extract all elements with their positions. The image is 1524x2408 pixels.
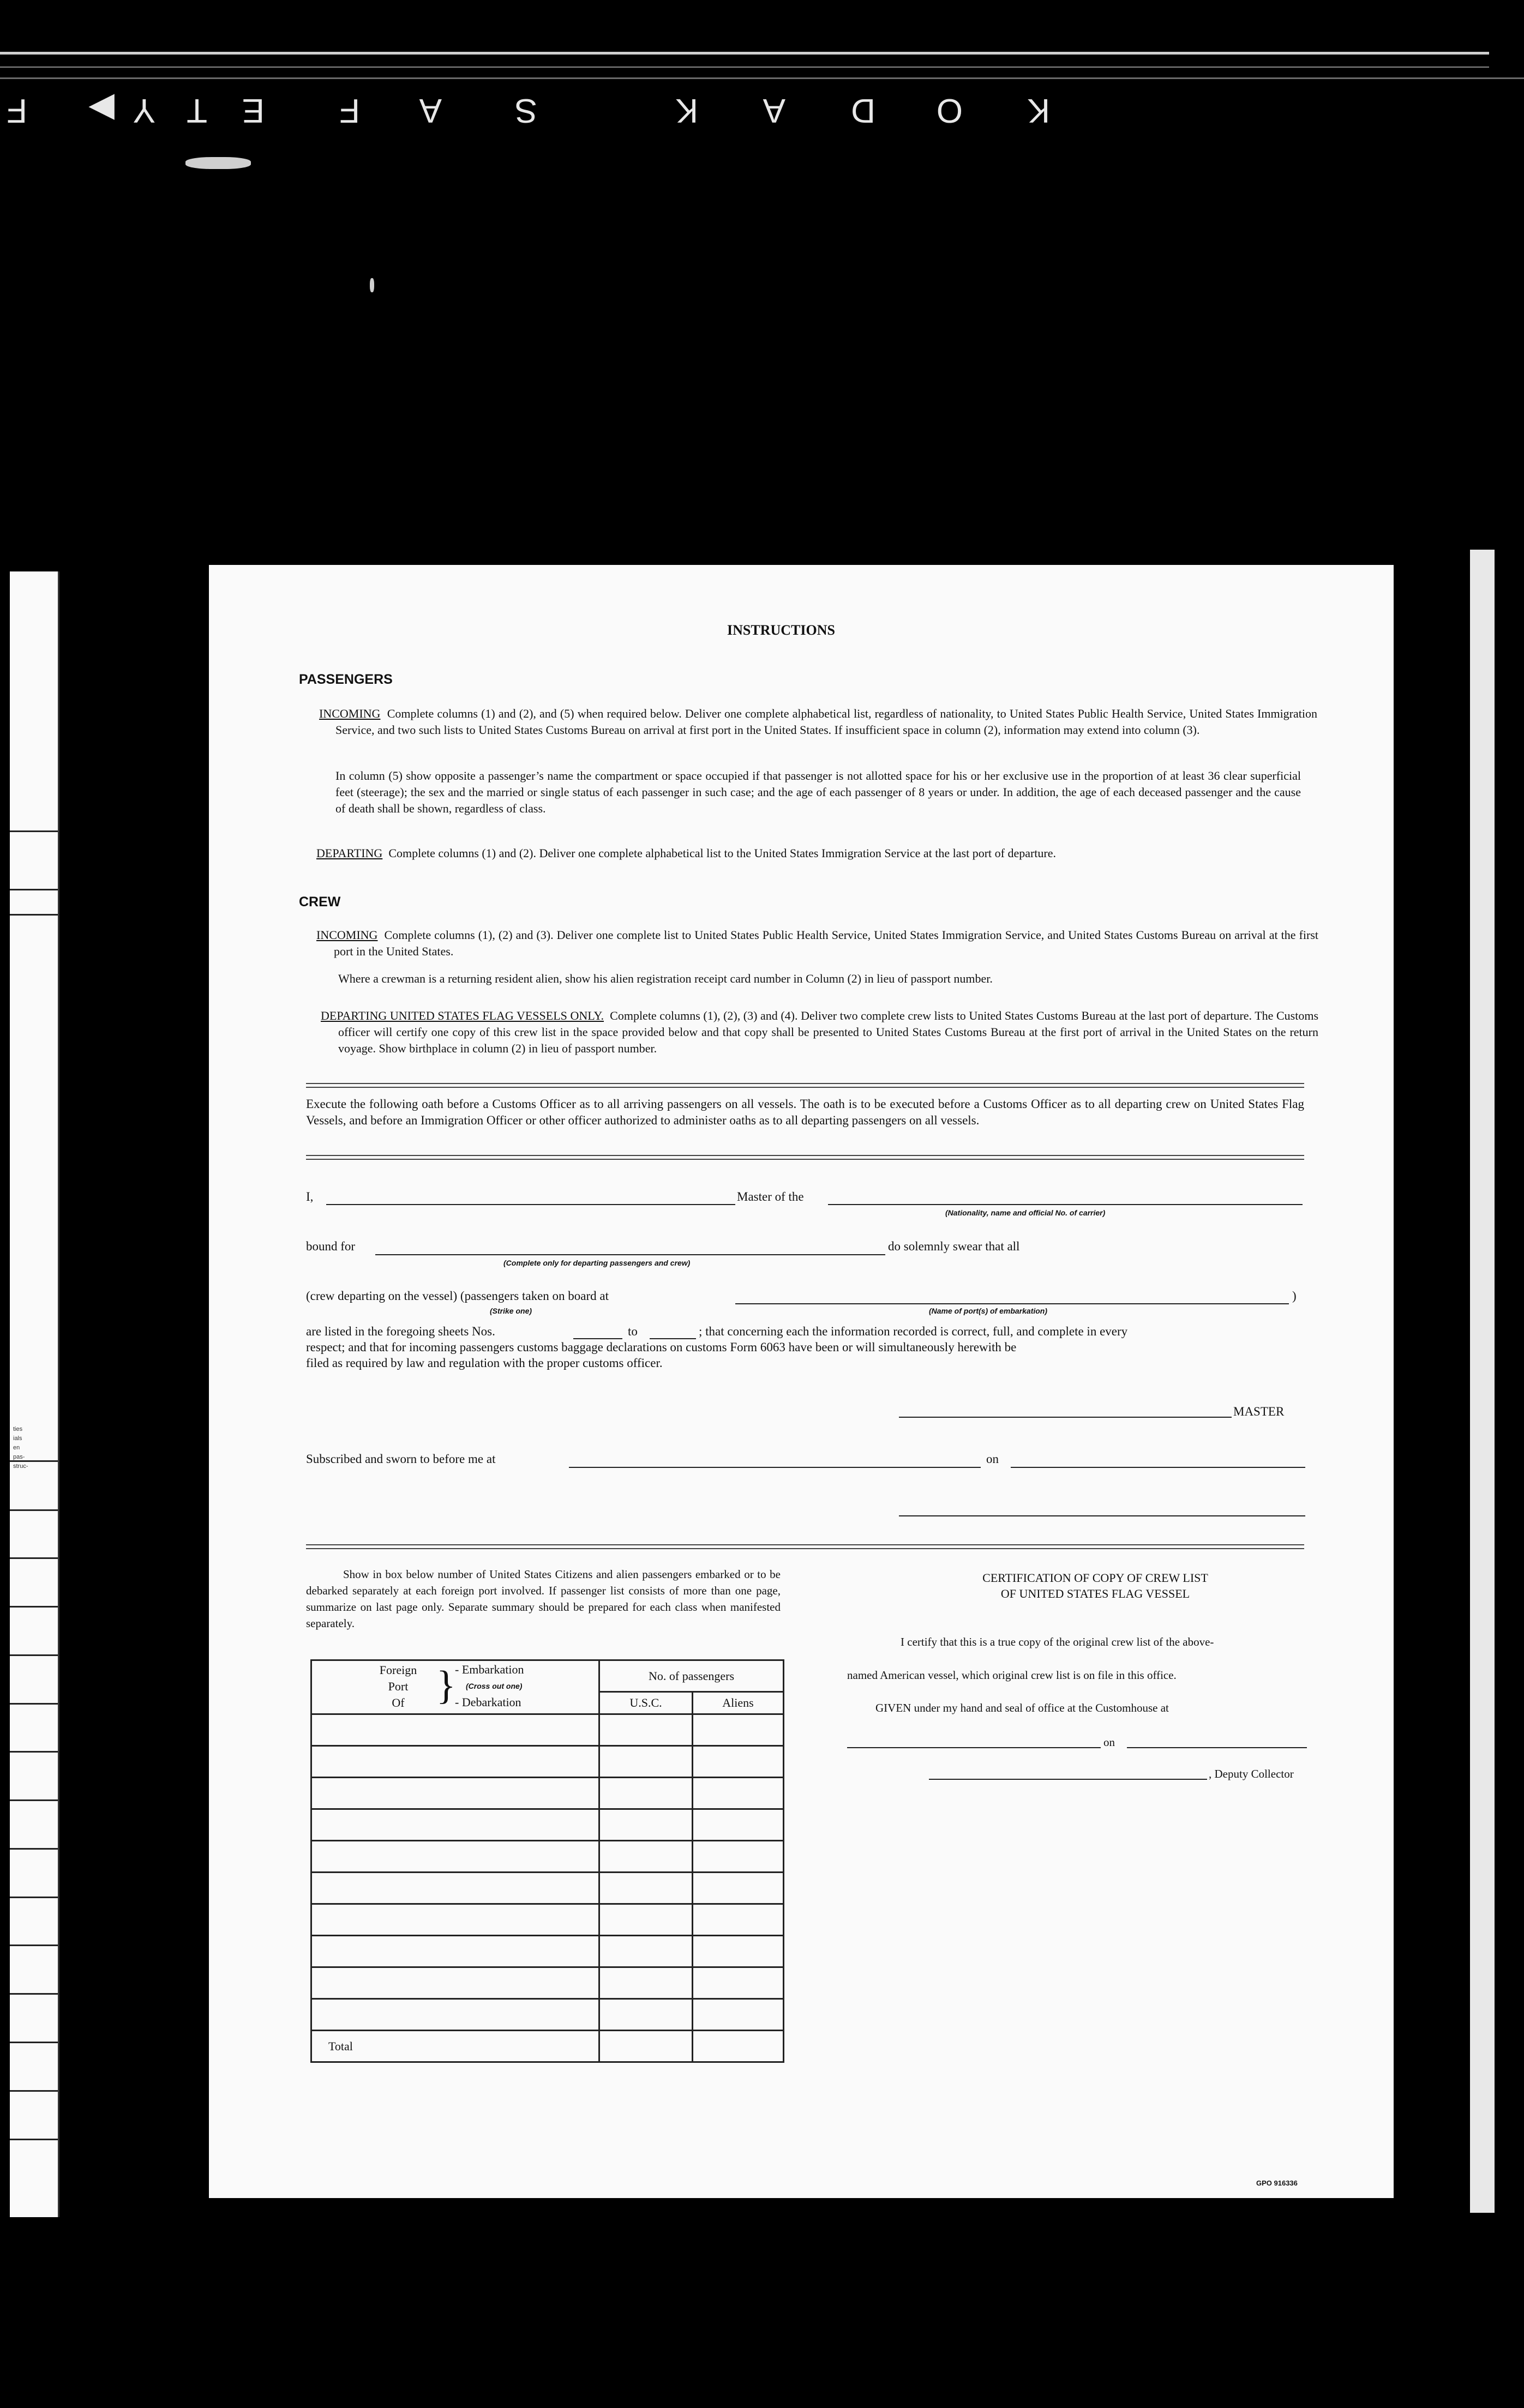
usc-cell[interactable] [599, 1778, 693, 1809]
certification-date-field[interactable] [1127, 1747, 1307, 1748]
film-letter: F [335, 92, 360, 129]
master-label: MASTER [1233, 1405, 1285, 1418]
aliens-total-cell[interactable] [693, 2031, 784, 2062]
bound-for-field[interactable] [375, 1254, 885, 1255]
nationality-caption: (Nationality, name and official No. of carrier) [945, 1208, 1106, 1217]
strip-rule [10, 2139, 58, 2140]
adjacent-page-strip-right [1470, 550, 1495, 2213]
strip-rule [10, 1751, 58, 1753]
port-cell[interactable] [311, 1841, 599, 1873]
usc-cell[interactable] [599, 1999, 693, 2031]
cross-out-caption: (Cross out one) [466, 1682, 523, 1690]
master-signature-field[interactable] [899, 1417, 1232, 1418]
strip-rule [10, 1654, 58, 1656]
table-row [311, 1999, 784, 2031]
strip-rule [10, 889, 58, 890]
strip-rule [10, 1557, 58, 1559]
strike-one-caption: (Strike one) [490, 1307, 532, 1315]
passengers-departing-text: Complete columns (1) and (2). Deliver one complete alphabetical list to the United States Immigration Service at the last port of departure. [388, 846, 1057, 860]
port-cell[interactable] [311, 1904, 599, 1936]
aliens-cell[interactable] [693, 1809, 784, 1841]
aliens-cell[interactable] [693, 1746, 784, 1778]
sheet-from-field[interactable] [573, 1338, 622, 1339]
aliens-cell[interactable] [693, 1778, 784, 1809]
strip-rule [10, 2090, 58, 2092]
table-row [311, 1746, 784, 1778]
strip-rule [10, 1897, 58, 1898]
embarkation-label: - Embarkation [455, 1663, 524, 1676]
table-row [311, 1936, 784, 1967]
crew-departing-text: Complete columns (1), (2), (3) and (4). Deliver two complete crew lists to United States Customs Bureau at the last port of departure. The Customs officer will certify one copy of this crew list in the space provided below and that copy shall be presented to United States Customs Bureau at the first port of arrival in the United States on the return voyage. Show birthplace in column (2) in lieu of passport number. [338, 1009, 1319, 1055]
usc-cell[interactable] [599, 1967, 693, 1999]
listed-text-3: respect; and that for incoming passengers customs baggage declarations on customs Form 6063 have been or will simultaneously herewith be [306, 1340, 1017, 1354]
film-letter: O [932, 92, 963, 129]
strip-fragment-text: ties [13, 1426, 23, 1432]
carrier-field[interactable] [828, 1204, 1303, 1205]
passengers-departing-label: DEPARTING [316, 846, 383, 860]
passengers-column5-paragraph: In column (5) show opposite a passenger’s name the compartment or space occupied if that passenger is not allotted space for his or her exclusive use in the proportion of at least 36 clear superficial feet (steerage); the sex and the married or single status of each passenger in such case; and the age of each passenger of 8 years or under. In addition, the age of each deceased passenger and the cause of death shall be shown, regardless of class. [335, 769, 1301, 815]
port-label: Port [388, 1679, 409, 1693]
sheet-to-field[interactable] [650, 1338, 696, 1339]
foreign-port-header [311, 1660, 599, 1714]
sworn-at-field[interactable] [569, 1467, 981, 1468]
deputy-collector-label: , Deputy Collector [1209, 1767, 1294, 1780]
usc-cell[interactable] [599, 1904, 693, 1936]
port-cell[interactable] [311, 1746, 599, 1778]
foreign-port-label [371, 1662, 425, 1711]
strip-fragment-text: struc- [13, 1463, 28, 1470]
aliens-cell[interactable] [693, 1714, 784, 1746]
film-line [0, 77, 1524, 79]
certification-title-line: CERTIFICATION OF COPY OF CREW LIST [982, 1571, 1208, 1585]
strip-fragment [13, 1425, 28, 1471]
crew-incoming-label: INCOMING [316, 928, 378, 942]
table-row [311, 1778, 784, 1809]
usc-cell[interactable] [599, 1809, 693, 1841]
film-letter: Y [128, 92, 155, 129]
to-label: to [628, 1325, 638, 1338]
aliens-cell[interactable] [693, 1999, 784, 2031]
usc-cell[interactable] [599, 1841, 693, 1873]
oath-intro: Execute the following oath before a Customs Officer as to all arriving passengers on all vessels. The oath is to be executed before a Customs Officer as to all departing crew on United States Flag Vessels, and before an Immigration Officer or other officer authorized to administer oaths as to all departing passengers on all vessels. [306, 1097, 1304, 1127]
master-of-the-label: Master of the [737, 1190, 804, 1203]
strip-rule [10, 1509, 58, 1511]
passengers-incoming-paragraph [319, 706, 1317, 738]
gpo-code: GPO 916336 [1256, 2179, 1298, 2187]
crew-departing-label: DEPARTING UNITED STATES FLAG VESSELS ONLY. [321, 1009, 604, 1022]
listed-text-1: are listed in the foregoing sheets Nos. [306, 1325, 495, 1338]
port-cell[interactable] [311, 1967, 599, 1999]
film-letter: S [510, 92, 537, 129]
subscribed-label: Subscribed and sworn to before me at [306, 1452, 496, 1466]
total-label: Total [311, 2031, 599, 2062]
listed-text-2: ; that concerning each the information recorded is correct, full, and complete in every [699, 1325, 1128, 1338]
divider [306, 1155, 1304, 1160]
section-heading-crew: CREW [299, 894, 341, 910]
sworn-date-field[interactable] [1011, 1467, 1305, 1468]
aliens-cell[interactable] [693, 1904, 784, 1936]
strip-fragment-text: en [13, 1444, 20, 1451]
total-row [311, 2031, 784, 2062]
port-cell[interactable] [311, 1778, 599, 1809]
film-edge [0, 52, 1489, 68]
port-embarkation-field[interactable] [735, 1303, 1289, 1304]
passengers-incoming-text: Complete columns (1) and (2), and (5) when required below. Deliver one complete alphabetical list, regardless of nationality, to United States Public Health Service, United States Immigration Service, and two such lists to United States Customs Bureau on arrival at first port in the United States. If insufficient space in column (2), information may extend into column (3). [335, 707, 1318, 737]
scratch-mark [185, 157, 251, 169]
usc-header: U.S.C. [599, 1692, 693, 1714]
passengers-incoming-label: INCOMING [319, 707, 381, 720]
film-arrow-icon: ▶ [84, 91, 115, 128]
certification-title-line: OF UNITED STATES FLAG VESSEL [1000, 1587, 1190, 1600]
foreign-label: Foreign [379, 1663, 417, 1677]
certification-line-1: I certify that this is a true copy of the original crew list of the above- [901, 1635, 1214, 1648]
debarkation-label: - Debarkation [455, 1695, 521, 1709]
strip-fragment-text: ials [13, 1435, 22, 1442]
brace-icon: } [436, 1663, 456, 1708]
table-row [311, 1904, 784, 1936]
certification-line-2: named American vessel, which original crew list is on file in this office. [847, 1669, 1177, 1682]
table-row [311, 1809, 784, 1841]
crew-departing-paragraph [321, 1008, 1318, 1057]
strip-rule [10, 1993, 58, 1995]
port-cell[interactable] [311, 1936, 599, 1967]
divider [306, 1544, 1304, 1549]
bound-for-label: bound for [306, 1239, 356, 1253]
no-of-passengers-header: No. of passengers [599, 1660, 784, 1692]
usc-cell[interactable] [599, 1746, 693, 1778]
crew-incoming-paragraph [316, 927, 1318, 960]
divider [306, 1083, 1304, 1088]
oath-i-label: I, [306, 1190, 314, 1203]
aliens-cell[interactable] [693, 1936, 784, 1967]
certification-on-label: on [1103, 1736, 1115, 1749]
listed-text-4: filed as required by law and regulation with the proper customs officer. [306, 1356, 663, 1370]
scratch-mark [370, 278, 374, 292]
adjacent-page-strip [10, 571, 59, 2217]
film-letter: D [847, 92, 875, 129]
film-letter: A [415, 92, 442, 129]
form-page [209, 565, 1394, 2198]
usc-cell[interactable] [599, 1714, 693, 1746]
strip-rule [10, 1945, 58, 1946]
close-paren: ) [1292, 1289, 1297, 1303]
passenger-summary-table [310, 1659, 784, 2063]
usc-cell[interactable] [599, 1873, 693, 1904]
usc-total-cell[interactable] [599, 2031, 693, 2062]
port-cell[interactable] [311, 1714, 599, 1746]
port-cell[interactable] [311, 1999, 599, 2031]
aliens-cell[interactable] [693, 1967, 784, 1999]
port-cell[interactable] [311, 1873, 599, 1904]
film-letter: K [1023, 92, 1050, 129]
summary-intro: Show in box below number of United States Citizens and alien passengers embarked or to be debarked separately at each foreign port involved. If passenger list consists of more than one page, summarize on last page only. Separate summary should be prepared for each class when manifested separately. [306, 1568, 781, 1630]
aliens-header: Aliens [693, 1692, 784, 1714]
swear-text: do solemnly swear that all [888, 1239, 1020, 1253]
strip-rule [10, 830, 58, 832]
strip-rule [10, 914, 58, 916]
aliens-cell[interactable] [693, 1841, 784, 1873]
film-edge-text [0, 81, 1091, 130]
strip-rule [10, 2042, 58, 2043]
crew-departing-text: (crew departing on the vessel) (passengers taken on board at [306, 1289, 609, 1303]
table-row [311, 1873, 784, 1904]
section-heading-passengers: PASSENGERS [299, 672, 393, 687]
strip-rule [10, 1606, 58, 1608]
customhouse-field[interactable] [847, 1747, 1101, 1748]
deputy-signature-field[interactable] [929, 1779, 1207, 1780]
port-caption: (Name of port(s) of embarkation) [929, 1307, 1048, 1315]
film-letter: E [237, 92, 265, 129]
master-name-field[interactable] [326, 1204, 735, 1205]
certification-line-3: GIVEN under my hand and seal of office at the Customhouse at [875, 1701, 1169, 1714]
film-letter: A [758, 92, 785, 129]
bound-caption: (Complete only for departing passengers and crew) [503, 1259, 691, 1267]
usc-cell[interactable] [599, 1936, 693, 1967]
film-letter: K [671, 92, 698, 129]
port-cell[interactable] [311, 1809, 599, 1841]
table-row [311, 1714, 784, 1746]
table-row [311, 1967, 784, 1999]
aliens-cell[interactable] [693, 1873, 784, 1904]
table-row [311, 1841, 784, 1873]
page-title: INSTRUCTIONS [727, 622, 835, 638]
film-letter: T [182, 92, 207, 129]
officer-signature-field[interactable] [899, 1515, 1305, 1516]
strip-rule [10, 1703, 58, 1705]
strip-rule [10, 1799, 58, 1801]
strip-fragment-text: pas- [13, 1454, 25, 1460]
strip-rule [10, 1848, 58, 1850]
of-label: Of [392, 1696, 405, 1709]
film-letter: F [2, 92, 27, 129]
crew-resident-paragraph: Where a crewman is a returning resident alien, show his alien registration receipt card number in Column (2) in lieu of passport number. [338, 972, 993, 985]
certification-title [932, 1570, 1259, 1602]
passengers-departing-paragraph [316, 845, 1318, 862]
strip-rule [10, 1460, 58, 1462]
crew-incoming-text: Complete columns (1), (2) and (3). Deliver one complete list to United States Public Health Service, United States Immigration Service, and United States Customs Bureau on arrival at the first port in the United States. [334, 928, 1318, 958]
on-label: on [986, 1452, 999, 1466]
